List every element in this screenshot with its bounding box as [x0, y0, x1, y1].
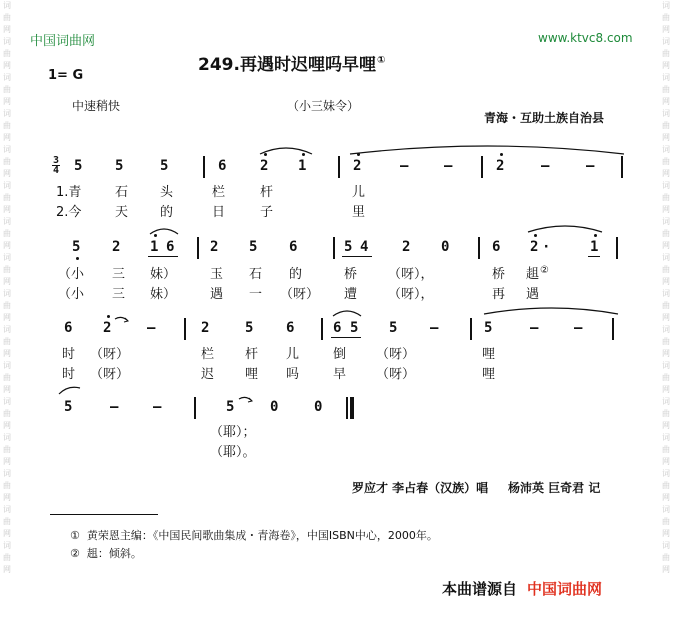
note-dash: –: [430, 320, 439, 336]
footnote-1: ① 黄荣恩主编：《中国民间歌曲集成・青海卷》，中国ISBN中心，2000年。: [70, 529, 438, 542]
left-watermark-strip: 词曲网词曲网词曲网词曲网词曲网词曲网词曲网词曲网词曲网词曲网词曲网词曲网词曲网词曲网词曲网词曲网: [3, 1, 11, 574]
lyric: 杆: [245, 347, 259, 362]
song-origin: 青海・互助土族自治县: [484, 111, 605, 125]
lyric: 栏: [212, 185, 226, 200]
final-bar-thin: [346, 397, 348, 419]
note-dash: –: [110, 399, 119, 415]
note: 6: [64, 320, 73, 336]
bar-line: [621, 156, 623, 178]
lyric: 遭: [344, 287, 358, 302]
right-watermark-strip: 词曲网词曲网词曲网词曲网词曲网词曲网词曲网词曲网词曲网词曲网词曲网词曲网词曲网词曲网词曲网词曲网: [662, 1, 670, 574]
key-signature: 1= G: [48, 68, 84, 83]
note: 2: [260, 158, 269, 174]
glide-mark: [238, 396, 254, 406]
note: 5: [115, 158, 124, 174]
site-name-label: 中国词曲网: [30, 34, 96, 49]
note: 1: [298, 158, 307, 174]
note: 6: [492, 239, 501, 255]
song-title: 249.再遇时迟哩吗早哩①: [198, 55, 386, 75]
lyric: 石: [115, 185, 129, 200]
note-dash: –: [444, 158, 453, 174]
octave-dot: [107, 315, 110, 318]
note-dash: –: [153, 399, 162, 415]
lyric: 哩: [245, 367, 259, 382]
lyric: （呀）: [376, 367, 416, 382]
note: 2: [496, 158, 505, 174]
note-dash: –: [530, 320, 539, 336]
lyric: 妹）: [150, 287, 177, 302]
note-rest: 0: [314, 399, 323, 415]
note-dash: –: [586, 158, 595, 174]
footnote-2: ② 趄：倾斜。: [70, 547, 142, 560]
note: 6: [333, 320, 342, 336]
lyric: 的: [160, 205, 174, 220]
octave-dot: [594, 234, 597, 237]
note: 5: [245, 320, 254, 336]
note: 6: [218, 158, 227, 174]
lyric: 儿: [352, 185, 366, 200]
underline-beam: [148, 256, 178, 257]
lyric: 一: [249, 287, 263, 302]
slur: [148, 224, 180, 236]
footnote-divider: [50, 514, 158, 515]
glide-mark: [114, 316, 130, 326]
octave-dot: [534, 234, 537, 237]
augmentation-dot: ·: [542, 239, 551, 255]
bar-line: [478, 237, 480, 259]
lyric: （呀）: [90, 367, 130, 382]
bar-line: [203, 156, 205, 178]
lyric: 遇: [210, 287, 224, 302]
note: 5: [389, 320, 398, 336]
site-url-link[interactable]: www.ktvc8.com: [538, 31, 633, 45]
song-subtitle: （小三妹令）: [287, 99, 360, 113]
lyric: 倒: [333, 347, 347, 362]
lyric: 栏: [201, 347, 215, 362]
slur: [258, 142, 314, 156]
source-site-link[interactable]: 中国词曲网: [527, 580, 603, 598]
lyric: 桥: [344, 267, 358, 282]
lyric: 2.今: [56, 205, 82, 220]
bar-line: [194, 397, 196, 419]
time-signature: 3 4: [52, 155, 60, 176]
lyric: 儿: [286, 347, 300, 362]
bar-line: [197, 237, 199, 259]
note: 6: [289, 239, 298, 255]
lyric: 趄②: [526, 264, 549, 282]
note: 2: [103, 320, 112, 336]
note: 5: [249, 239, 258, 255]
lyric: （呀）: [90, 347, 130, 362]
lyric: （耶）。: [210, 445, 256, 460]
note: 2: [201, 320, 210, 336]
note: 2: [402, 239, 411, 255]
lyric: 遇: [526, 287, 540, 302]
lyric: （小: [58, 267, 85, 282]
lyric: （呀），: [388, 267, 434, 282]
lyric: （耶）；: [210, 425, 256, 440]
lyric: 1.青: [56, 185, 82, 200]
note: 2: [353, 158, 362, 174]
bar-line: [470, 318, 472, 340]
note: 5: [344, 239, 353, 255]
note: 1: [150, 239, 159, 255]
bar-line: [184, 318, 186, 340]
recorders-credit: 杨沛英 巨奇君 记: [508, 481, 601, 495]
note: 2: [112, 239, 121, 255]
bar-line: [338, 156, 340, 178]
bar-line: [321, 318, 323, 340]
lyric: （小: [58, 287, 85, 302]
note: 5: [484, 320, 493, 336]
lyric: 的: [289, 267, 303, 282]
title-footnote-mark: ①: [376, 55, 386, 67]
note: 6: [286, 320, 295, 336]
note: 2: [530, 239, 539, 255]
source-credit: 本曲谱源自 中国词曲网: [442, 580, 603, 598]
note: 1: [590, 239, 599, 255]
note: 5: [160, 158, 169, 174]
bar-line: [481, 156, 483, 178]
lyric: 哩: [482, 347, 496, 362]
note-dash: –: [541, 158, 550, 174]
performers-credit: 罗应才 李占春（汉族）唱: [352, 481, 489, 495]
lyric: 再: [492, 287, 506, 302]
lyric: 杆: [260, 185, 274, 200]
lyric: 日: [212, 205, 226, 220]
tie-continuation: [58, 384, 82, 396]
lyric: 石: [249, 267, 263, 282]
slur: [331, 306, 363, 318]
tempo-marking: 中速稍快: [72, 99, 121, 113]
note: 5: [74, 158, 83, 174]
lyric: 玉: [210, 267, 224, 282]
lyric: 桥: [492, 267, 506, 282]
slur: [526, 220, 604, 234]
note-rest: 0: [270, 399, 279, 415]
note: 5: [350, 320, 359, 336]
note-dash: –: [147, 320, 156, 336]
lyric: 妹）: [150, 267, 177, 282]
note-dash: –: [574, 320, 583, 336]
lyric: 时: [62, 367, 76, 382]
lyric: 吗: [286, 367, 300, 382]
octave-dot-low: [76, 257, 79, 260]
lyric: 三: [112, 267, 126, 282]
note-dash: –: [400, 158, 409, 174]
lyric: 头: [160, 185, 174, 200]
tie: [482, 302, 620, 316]
underline-beam: [331, 337, 361, 338]
lyric: 哩: [482, 367, 496, 382]
lyric: 天: [115, 205, 129, 220]
underline-beam: [588, 256, 600, 257]
lyric: 时: [62, 347, 76, 362]
lyric: 子: [260, 205, 274, 220]
lyric: 三: [112, 287, 126, 302]
final-bar-thick: [350, 397, 354, 419]
bar-line: [612, 318, 614, 340]
note: 5: [72, 239, 81, 255]
underline-beam: [342, 256, 372, 257]
note: 5: [226, 399, 235, 415]
bar-line: [333, 237, 335, 259]
lyric: （呀）: [280, 287, 320, 302]
note: 4: [360, 239, 369, 255]
tie: [348, 138, 628, 156]
lyric: 里: [352, 205, 366, 220]
lyric: 早: [333, 367, 347, 382]
note: 2: [210, 239, 219, 255]
lyric-footnote-mark: ②: [540, 264, 549, 276]
lyric: （呀），: [388, 287, 434, 302]
lyric: （呀）: [376, 347, 416, 362]
note: 6: [166, 239, 175, 255]
note: 5: [64, 399, 73, 415]
note: 0: [441, 239, 450, 255]
lyric: 迟: [201, 367, 215, 382]
bar-line: [616, 237, 618, 259]
